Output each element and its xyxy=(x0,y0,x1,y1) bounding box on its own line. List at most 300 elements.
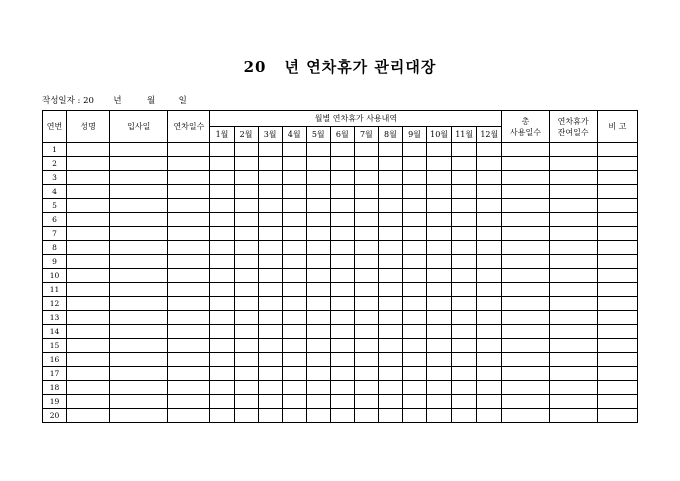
table-cell[interactable] xyxy=(549,395,597,409)
table-cell[interactable] xyxy=(402,199,426,213)
table-cell[interactable] xyxy=(427,199,452,213)
table-cell[interactable] xyxy=(427,325,452,339)
table-cell[interactable] xyxy=(234,339,258,353)
table-cell[interactable] xyxy=(210,185,234,199)
table-cell[interactable] xyxy=(378,185,402,199)
table-cell[interactable] xyxy=(477,409,502,423)
table-cell[interactable] xyxy=(168,241,210,255)
table-cell[interactable] xyxy=(402,269,426,283)
table-cell[interactable] xyxy=(597,269,637,283)
table-cell[interactable] xyxy=(502,143,549,157)
table-cell[interactable] xyxy=(354,283,378,297)
table-cell[interactable] xyxy=(452,395,477,409)
table-cell[interactable] xyxy=(354,171,378,185)
table-cell[interactable] xyxy=(427,255,452,269)
table-cell[interactable] xyxy=(110,367,168,381)
table-cell[interactable] xyxy=(110,311,168,325)
table-cell[interactable] xyxy=(67,227,110,241)
table-cell[interactable] xyxy=(502,227,549,241)
table-cell[interactable] xyxy=(282,381,306,395)
table-cell[interactable] xyxy=(282,143,306,157)
table-cell[interactable] xyxy=(110,171,168,185)
table-cell[interactable] xyxy=(234,185,258,199)
table-cell[interactable] xyxy=(427,241,452,255)
table-cell[interactable] xyxy=(234,269,258,283)
table-cell[interactable] xyxy=(378,297,402,311)
table-cell[interactable] xyxy=(549,297,597,311)
table-cell[interactable] xyxy=(168,353,210,367)
table-cell[interactable] xyxy=(330,339,354,353)
table-cell[interactable] xyxy=(282,409,306,423)
table-cell[interactable] xyxy=(502,381,549,395)
table-cell[interactable] xyxy=(597,283,637,297)
table-cell[interactable] xyxy=(258,381,282,395)
table-cell[interactable] xyxy=(502,395,549,409)
table-cell[interactable] xyxy=(402,381,426,395)
table-cell[interactable] xyxy=(306,409,330,423)
table-cell[interactable] xyxy=(306,311,330,325)
table-cell[interactable] xyxy=(402,325,426,339)
table-cell[interactable] xyxy=(477,339,502,353)
table-cell[interactable] xyxy=(67,143,110,157)
table-cell[interactable] xyxy=(67,381,110,395)
table-cell[interactable] xyxy=(597,311,637,325)
table-cell[interactable] xyxy=(67,395,110,409)
table-cell[interactable] xyxy=(452,339,477,353)
table-cell[interactable] xyxy=(306,241,330,255)
table-cell[interactable] xyxy=(67,213,110,227)
table-cell[interactable] xyxy=(210,297,234,311)
table-cell[interactable] xyxy=(210,171,234,185)
table-cell[interactable] xyxy=(452,409,477,423)
table-cell[interactable] xyxy=(306,213,330,227)
table-cell[interactable] xyxy=(282,367,306,381)
table-cell[interactable] xyxy=(477,395,502,409)
table-cell[interactable] xyxy=(549,241,597,255)
table-cell[interactable] xyxy=(234,171,258,185)
table-cell[interactable] xyxy=(234,395,258,409)
table-cell[interactable] xyxy=(110,269,168,283)
table-cell[interactable] xyxy=(549,409,597,423)
table-cell[interactable] xyxy=(282,157,306,171)
table-cell[interactable] xyxy=(427,311,452,325)
table-cell[interactable] xyxy=(330,409,354,423)
table-cell[interactable] xyxy=(306,255,330,269)
table-cell[interactable] xyxy=(168,269,210,283)
table-cell[interactable] xyxy=(402,241,426,255)
table-cell[interactable] xyxy=(354,353,378,367)
table-cell[interactable] xyxy=(258,311,282,325)
table-cell[interactable] xyxy=(402,213,426,227)
table-cell[interactable] xyxy=(477,311,502,325)
table-cell[interactable] xyxy=(67,171,110,185)
table-cell[interactable] xyxy=(234,143,258,157)
table-cell[interactable] xyxy=(378,409,402,423)
table-cell[interactable] xyxy=(258,157,282,171)
table-cell[interactable] xyxy=(477,325,502,339)
table-cell[interactable] xyxy=(597,227,637,241)
table-cell[interactable] xyxy=(234,227,258,241)
table-cell[interactable] xyxy=(67,255,110,269)
table-cell[interactable] xyxy=(452,311,477,325)
table-cell[interactable] xyxy=(402,255,426,269)
table-cell[interactable] xyxy=(452,143,477,157)
table-cell[interactable] xyxy=(549,381,597,395)
table-cell[interactable] xyxy=(427,185,452,199)
table-cell[interactable] xyxy=(502,255,549,269)
table-cell[interactable] xyxy=(110,283,168,297)
table-cell[interactable] xyxy=(477,381,502,395)
table-cell[interactable] xyxy=(258,409,282,423)
table-cell[interactable] xyxy=(502,353,549,367)
table-cell[interactable] xyxy=(549,325,597,339)
table-cell[interactable] xyxy=(258,171,282,185)
table-cell[interactable] xyxy=(597,381,637,395)
table-cell[interactable] xyxy=(210,353,234,367)
table-cell[interactable] xyxy=(378,255,402,269)
table-cell[interactable] xyxy=(210,367,234,381)
table-cell[interactable] xyxy=(354,311,378,325)
table-cell[interactable] xyxy=(597,241,637,255)
table-cell[interactable] xyxy=(502,339,549,353)
table-cell[interactable] xyxy=(234,381,258,395)
table-cell[interactable] xyxy=(354,213,378,227)
table-cell[interactable] xyxy=(452,297,477,311)
table-cell[interactable] xyxy=(402,297,426,311)
table-cell[interactable] xyxy=(549,213,597,227)
table-cell[interactable] xyxy=(477,185,502,199)
table-cell[interactable] xyxy=(210,227,234,241)
table-cell[interactable] xyxy=(234,367,258,381)
table-cell[interactable] xyxy=(427,409,452,423)
table-cell[interactable] xyxy=(477,157,502,171)
table-cell[interactable] xyxy=(67,353,110,367)
table-cell[interactable] xyxy=(549,367,597,381)
table-cell[interactable] xyxy=(354,339,378,353)
table-cell[interactable] xyxy=(330,381,354,395)
table-cell[interactable] xyxy=(597,353,637,367)
table-cell[interactable] xyxy=(110,241,168,255)
table-cell[interactable] xyxy=(452,213,477,227)
table-cell[interactable] xyxy=(306,325,330,339)
table-cell[interactable] xyxy=(597,255,637,269)
table-cell[interactable] xyxy=(354,241,378,255)
table-cell[interactable] xyxy=(502,185,549,199)
table-cell[interactable] xyxy=(306,269,330,283)
table-cell[interactable] xyxy=(402,143,426,157)
table-cell[interactable] xyxy=(330,185,354,199)
table-cell[interactable] xyxy=(258,367,282,381)
table-cell[interactable] xyxy=(427,353,452,367)
table-cell[interactable] xyxy=(427,213,452,227)
table-cell[interactable] xyxy=(306,381,330,395)
table-cell[interactable] xyxy=(330,227,354,241)
table-cell[interactable] xyxy=(258,353,282,367)
table-cell[interactable] xyxy=(282,241,306,255)
table-cell[interactable] xyxy=(402,311,426,325)
table-cell[interactable] xyxy=(549,157,597,171)
table-cell[interactable] xyxy=(597,325,637,339)
table-cell[interactable] xyxy=(378,213,402,227)
table-cell[interactable] xyxy=(502,297,549,311)
table-cell[interactable] xyxy=(110,255,168,269)
table-cell[interactable] xyxy=(210,157,234,171)
table-cell[interactable] xyxy=(597,143,637,157)
table-cell[interactable] xyxy=(452,185,477,199)
table-cell[interactable] xyxy=(234,255,258,269)
table-cell[interactable] xyxy=(282,325,306,339)
table-cell[interactable] xyxy=(402,395,426,409)
table-cell[interactable] xyxy=(210,143,234,157)
table-cell[interactable] xyxy=(67,199,110,213)
table-cell[interactable] xyxy=(234,157,258,171)
table-cell[interactable] xyxy=(67,297,110,311)
table-cell[interactable] xyxy=(234,213,258,227)
table-cell[interactable] xyxy=(549,227,597,241)
table-cell[interactable] xyxy=(597,395,637,409)
table-cell[interactable] xyxy=(67,325,110,339)
table-cell[interactable] xyxy=(402,409,426,423)
table-cell[interactable] xyxy=(378,395,402,409)
table-cell[interactable] xyxy=(282,255,306,269)
table-cell[interactable] xyxy=(402,367,426,381)
table-cell[interactable] xyxy=(354,143,378,157)
table-cell[interactable] xyxy=(402,171,426,185)
table-cell[interactable] xyxy=(282,269,306,283)
table-cell[interactable] xyxy=(234,199,258,213)
table-cell[interactable] xyxy=(477,353,502,367)
table-cell[interactable] xyxy=(452,171,477,185)
table-cell[interactable] xyxy=(427,283,452,297)
table-cell[interactable] xyxy=(402,227,426,241)
table-cell[interactable] xyxy=(477,283,502,297)
table-cell[interactable] xyxy=(502,367,549,381)
table-cell[interactable] xyxy=(110,143,168,157)
table-cell[interactable] xyxy=(168,213,210,227)
table-cell[interactable] xyxy=(502,269,549,283)
table-cell[interactable] xyxy=(427,339,452,353)
table-cell[interactable] xyxy=(258,241,282,255)
table-cell[interactable] xyxy=(168,199,210,213)
table-cell[interactable] xyxy=(354,185,378,199)
table-cell[interactable] xyxy=(67,283,110,297)
table-cell[interactable] xyxy=(597,339,637,353)
table-cell[interactable] xyxy=(378,171,402,185)
table-cell[interactable] xyxy=(549,255,597,269)
table-cell[interactable] xyxy=(258,269,282,283)
table-cell[interactable] xyxy=(378,241,402,255)
table-cell[interactable] xyxy=(67,367,110,381)
table-cell[interactable] xyxy=(110,381,168,395)
table-cell[interactable] xyxy=(282,311,306,325)
table-cell[interactable] xyxy=(67,409,110,423)
table-cell[interactable] xyxy=(210,255,234,269)
table-cell[interactable] xyxy=(502,311,549,325)
table-cell[interactable] xyxy=(378,227,402,241)
table-cell[interactable] xyxy=(210,241,234,255)
table-cell[interactable] xyxy=(502,213,549,227)
table-cell[interactable] xyxy=(234,283,258,297)
table-cell[interactable] xyxy=(330,157,354,171)
table-cell[interactable] xyxy=(597,157,637,171)
table-cell[interactable] xyxy=(306,395,330,409)
table-cell[interactable] xyxy=(597,297,637,311)
table-cell[interactable] xyxy=(67,339,110,353)
table-cell[interactable] xyxy=(110,213,168,227)
table-cell[interactable] xyxy=(110,297,168,311)
table-cell[interactable] xyxy=(210,311,234,325)
table-cell[interactable] xyxy=(402,157,426,171)
table-cell[interactable] xyxy=(306,199,330,213)
table-cell[interactable] xyxy=(477,171,502,185)
table-cell[interactable] xyxy=(354,199,378,213)
table-cell[interactable] xyxy=(477,227,502,241)
table-cell[interactable] xyxy=(597,213,637,227)
table-cell[interactable] xyxy=(282,353,306,367)
table-cell[interactable] xyxy=(477,255,502,269)
table-cell[interactable] xyxy=(67,311,110,325)
table-cell[interactable] xyxy=(258,185,282,199)
table-cell[interactable] xyxy=(477,241,502,255)
table-cell[interactable] xyxy=(452,381,477,395)
table-cell[interactable] xyxy=(168,255,210,269)
table-cell[interactable] xyxy=(330,283,354,297)
table-cell[interactable] xyxy=(549,185,597,199)
table-cell[interactable] xyxy=(258,297,282,311)
table-cell[interactable] xyxy=(306,339,330,353)
table-cell[interactable] xyxy=(168,227,210,241)
table-cell[interactable] xyxy=(597,367,637,381)
table-cell[interactable] xyxy=(452,269,477,283)
table-cell[interactable] xyxy=(549,339,597,353)
table-cell[interactable] xyxy=(282,199,306,213)
table-cell[interactable] xyxy=(427,227,452,241)
table-cell[interactable] xyxy=(502,171,549,185)
table-cell[interactable] xyxy=(210,283,234,297)
table-cell[interactable] xyxy=(168,171,210,185)
table-cell[interactable] xyxy=(597,171,637,185)
table-cell[interactable] xyxy=(306,185,330,199)
table-cell[interactable] xyxy=(168,367,210,381)
table-cell[interactable] xyxy=(378,367,402,381)
table-cell[interactable] xyxy=(210,213,234,227)
table-cell[interactable] xyxy=(168,409,210,423)
table-cell[interactable] xyxy=(378,143,402,157)
table-cell[interactable] xyxy=(168,325,210,339)
table-cell[interactable] xyxy=(354,255,378,269)
table-cell[interactable] xyxy=(549,199,597,213)
table-cell[interactable] xyxy=(67,241,110,255)
table-cell[interactable] xyxy=(378,353,402,367)
table-cell[interactable] xyxy=(168,297,210,311)
table-cell[interactable] xyxy=(378,269,402,283)
table-cell[interactable] xyxy=(477,297,502,311)
table-cell[interactable] xyxy=(67,185,110,199)
table-cell[interactable] xyxy=(110,353,168,367)
table-cell[interactable] xyxy=(477,213,502,227)
table-cell[interactable] xyxy=(330,171,354,185)
table-cell[interactable] xyxy=(549,311,597,325)
table-cell[interactable] xyxy=(282,339,306,353)
table-cell[interactable] xyxy=(502,325,549,339)
table-cell[interactable] xyxy=(330,367,354,381)
table-cell[interactable] xyxy=(330,213,354,227)
table-cell[interactable] xyxy=(378,339,402,353)
table-cell[interactable] xyxy=(378,325,402,339)
table-cell[interactable] xyxy=(549,353,597,367)
table-cell[interactable] xyxy=(452,255,477,269)
table-cell[interactable] xyxy=(306,227,330,241)
table-cell[interactable] xyxy=(258,283,282,297)
table-cell[interactable] xyxy=(452,241,477,255)
table-cell[interactable] xyxy=(234,409,258,423)
table-cell[interactable] xyxy=(234,325,258,339)
table-cell[interactable] xyxy=(354,227,378,241)
table-cell[interactable] xyxy=(427,143,452,157)
table-cell[interactable] xyxy=(168,339,210,353)
table-cell[interactable] xyxy=(378,381,402,395)
table-cell[interactable] xyxy=(452,157,477,171)
table-cell[interactable] xyxy=(168,381,210,395)
table-cell[interactable] xyxy=(168,143,210,157)
table-cell[interactable] xyxy=(210,269,234,283)
table-cell[interactable] xyxy=(402,339,426,353)
table-cell[interactable] xyxy=(210,409,234,423)
table-cell[interactable] xyxy=(258,227,282,241)
table-cell[interactable] xyxy=(354,325,378,339)
table-cell[interactable] xyxy=(330,353,354,367)
table-cell[interactable] xyxy=(110,409,168,423)
table-cell[interactable] xyxy=(549,269,597,283)
table-cell[interactable] xyxy=(378,157,402,171)
table-cell[interactable] xyxy=(502,241,549,255)
table-cell[interactable] xyxy=(427,367,452,381)
table-cell[interactable] xyxy=(168,395,210,409)
table-cell[interactable] xyxy=(597,185,637,199)
table-cell[interactable] xyxy=(354,367,378,381)
table-cell[interactable] xyxy=(258,143,282,157)
table-cell[interactable] xyxy=(502,157,549,171)
table-cell[interactable] xyxy=(210,199,234,213)
table-cell[interactable] xyxy=(258,339,282,353)
table-cell[interactable] xyxy=(330,325,354,339)
table-cell[interactable] xyxy=(258,395,282,409)
table-cell[interactable] xyxy=(549,171,597,185)
table-cell[interactable] xyxy=(597,409,637,423)
table-cell[interactable] xyxy=(306,283,330,297)
table-cell[interactable] xyxy=(210,381,234,395)
table-cell[interactable] xyxy=(282,283,306,297)
table-cell[interactable] xyxy=(330,199,354,213)
table-cell[interactable] xyxy=(597,199,637,213)
table-cell[interactable] xyxy=(330,255,354,269)
table-cell[interactable] xyxy=(378,283,402,297)
table-cell[interactable] xyxy=(452,227,477,241)
table-cell[interactable] xyxy=(477,269,502,283)
table-cell[interactable] xyxy=(282,395,306,409)
table-cell[interactable] xyxy=(402,185,426,199)
table-cell[interactable] xyxy=(282,297,306,311)
table-cell[interactable] xyxy=(306,143,330,157)
table-cell[interactable] xyxy=(234,241,258,255)
table-cell[interactable] xyxy=(67,157,110,171)
table-cell[interactable] xyxy=(452,353,477,367)
table-cell[interactable] xyxy=(67,269,110,283)
table-cell[interactable] xyxy=(330,311,354,325)
table-cell[interactable] xyxy=(378,199,402,213)
table-cell[interactable] xyxy=(306,297,330,311)
table-cell[interactable] xyxy=(168,185,210,199)
